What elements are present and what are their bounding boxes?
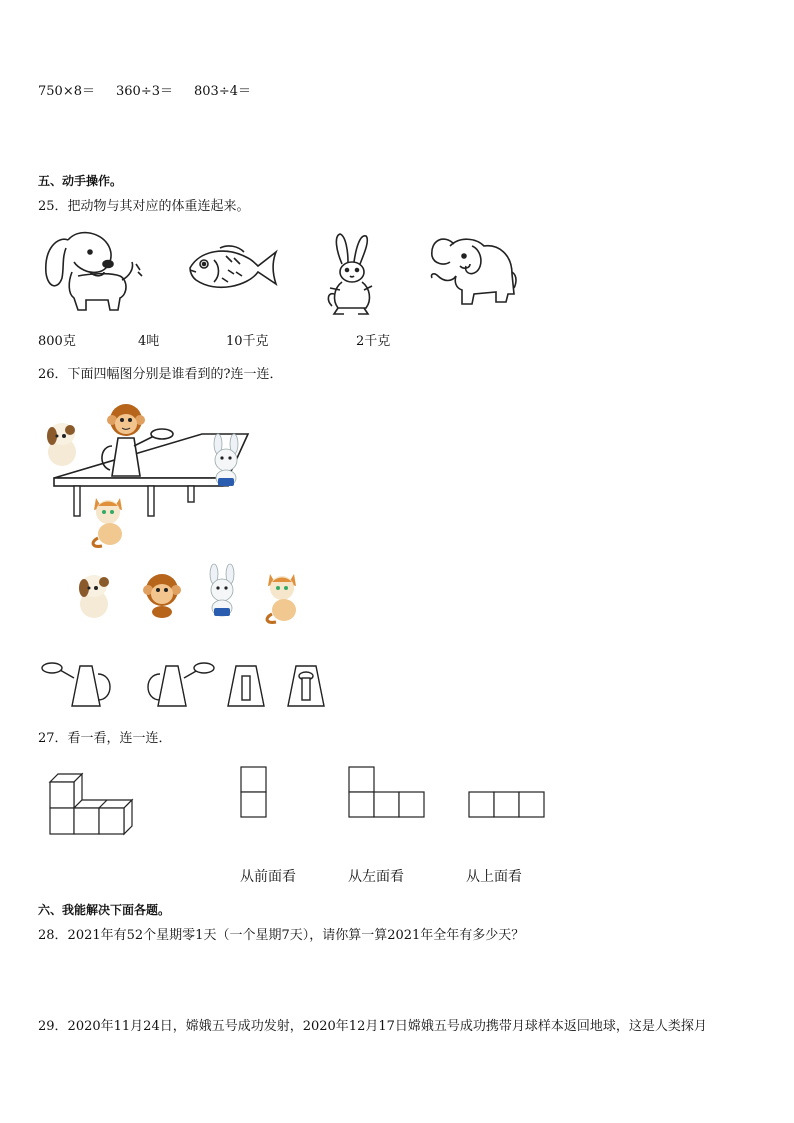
cat-option-image[interactable] — [262, 568, 302, 624]
watering-can-right-view[interactable] — [142, 660, 216, 708]
scene-cat-image — [88, 492, 128, 548]
view-shape-1[interactable] — [240, 766, 268, 818]
view-label-front: 从前面看 — [240, 869, 296, 885]
rabbit-image — [320, 230, 380, 320]
front-view[interactable] — [226, 664, 266, 708]
question-27-text: 27．看一看，连一连． — [38, 731, 172, 746]
fish-image — [186, 244, 281, 299]
top-view[interactable] — [286, 664, 326, 708]
question-29-text: 29．2020年11月24日，嫦娥五号成功发射，2020年12月17日嫦娥五号成功携带月球样本返回地球，这是人类探月 — [38, 1019, 707, 1034]
weight-label-4: 2千克 — [356, 334, 391, 349]
section-6-title: 六、我能解决下面各题。 — [38, 903, 171, 917]
dog-image — [38, 228, 148, 318]
scene-monkey-image — [106, 402, 146, 444]
view-label-left: 从左面看 — [348, 869, 404, 885]
scene-dog-image — [44, 420, 80, 468]
weight-label-1: 800克 — [38, 334, 76, 349]
dog-option-image[interactable] — [74, 570, 114, 620]
question-26-text: 26．下面四幅图分别是谁看到的?连一连． — [38, 367, 283, 382]
weight-label-2: 4吨 — [138, 334, 160, 349]
weight-label-3: 10千克 — [226, 334, 269, 349]
cube-figure — [46, 770, 138, 838]
view-shape-3[interactable] — [468, 791, 548, 819]
arith-item-1: 750×8＝ — [38, 84, 95, 99]
elephant-image — [424, 232, 519, 312]
question-25-text: 25．把动物与其对应的体重连起来。 — [38, 199, 250, 214]
arith-item-2: 360÷3＝ — [116, 84, 173, 99]
section-5-title: 五、动手操作。 — [38, 174, 123, 188]
watering-can-left-view[interactable] — [42, 660, 116, 708]
rabbit-option-image[interactable] — [202, 564, 242, 622]
view-shape-2[interactable] — [348, 766, 428, 818]
scene-rabbit-image — [204, 434, 248, 494]
arith-item-3: 803÷4＝ — [194, 84, 251, 99]
view-label-top: 从上面看 — [466, 869, 522, 885]
monkey-option-image[interactable] — [142, 572, 182, 618]
question-28-text: 28．2021年有52个星期零1天（一个星期7天），请你算一算2021年全年有多少天？ — [38, 928, 525, 943]
